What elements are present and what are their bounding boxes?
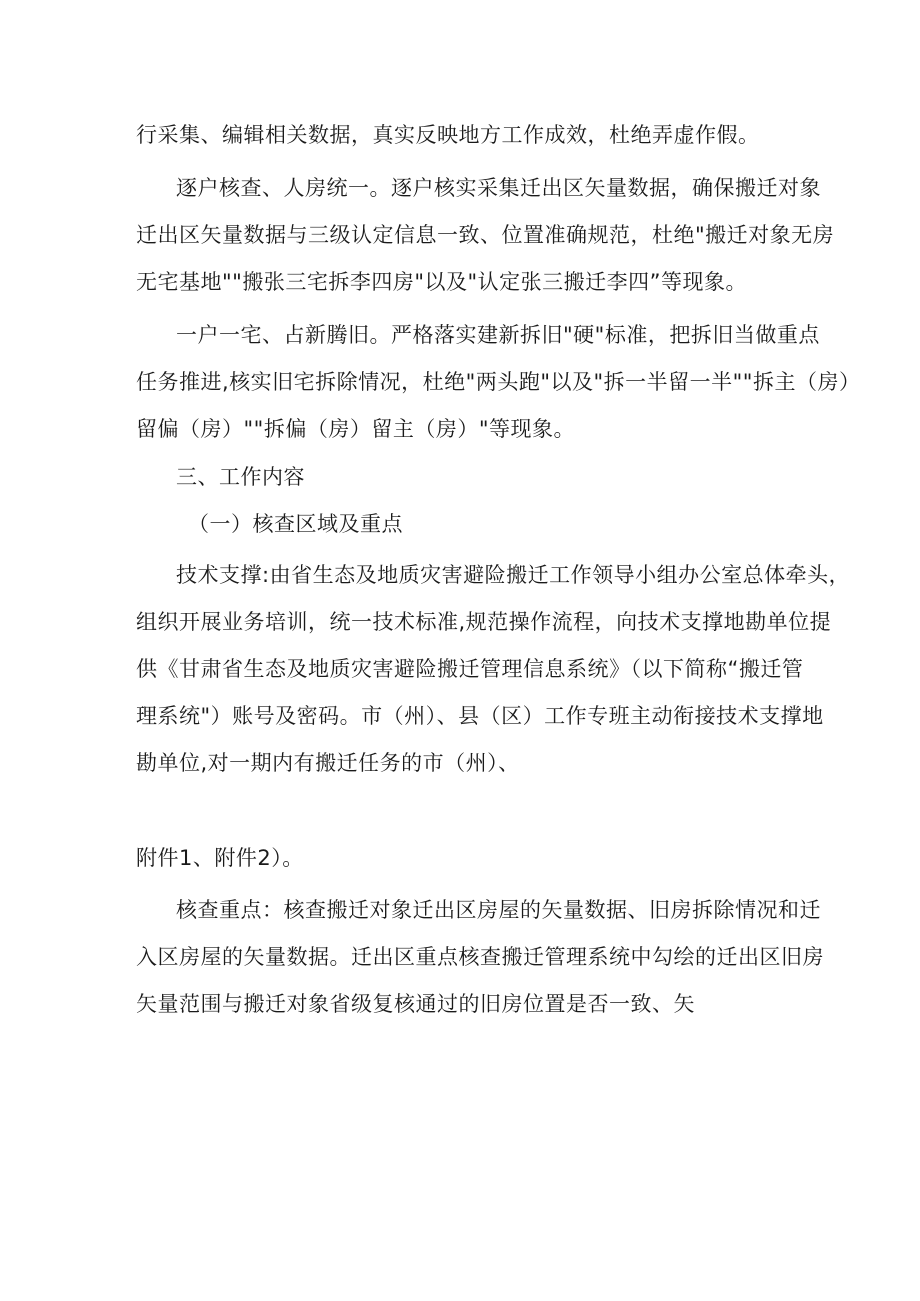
section-heading: 三、工作内容 — [176, 465, 305, 489]
subsection-heading: （一）核查区域及重点 — [188, 512, 403, 536]
paragraph-line: 核查重点：核查搬迁对象迁出区房屋的矢量数据、旧房拆除情况和迁 — [176, 898, 821, 922]
paragraph-line: 供《甘肃省生态及地质灾害避险搬迁管理信息系统》（以下简称“搬迁管 — [136, 657, 804, 681]
paragraph-line: 行采集、编辑相关数据，真实反映地方工作成效，杜绝弄虚作假。 — [136, 123, 760, 147]
paragraph-line: 矢量范围与搬迁对象省级复核通过的旧房位置是否一致、矢 — [136, 992, 695, 1016]
paragraph-line: 入区房屋的矢量数据。迁出区重点核查搬迁管理系统中勾绘的迁出区旧房 — [136, 945, 824, 969]
paragraph-line: 任务推进,核实旧宅拆除情况，杜绝"两头跑"以及"拆一半留一半""拆主（房） — [136, 370, 861, 394]
paragraph-line: 勘单位,对一期内有搬迁任务的市（州）、 — [136, 751, 520, 775]
paragraph-line: 理系统"）账号及密码。市（州）、县（区）工作专班主动衔接技术支撑地 — [136, 704, 824, 728]
paragraph-line: 组织开展业务培训，统一技术标准,规范操作流程，向技术支撑地勘单位提 — [136, 610, 832, 634]
paragraph-line: 一户一宅、占新腾旧。严格落实建新拆旧"硬"标准，把拆旧当做重点 — [176, 323, 820, 347]
paragraph-line: 留偏（房）""拆偏（房）留主（房）"等现象。 — [136, 417, 575, 441]
paragraph-line: 附件1、附件2）。 — [136, 846, 304, 870]
paragraph-line: 迁出区矢量数据与三级认定信息一致、位置准确规范，杜绝"搬迁对象无房 — [136, 223, 835, 247]
paragraph-line: 技术支撑:由省生态及地质灾害避险搬迁工作领导小组办公室总体牵头， — [176, 563, 851, 587]
paragraph-line: 无宅基地""搬张三宅拆李四房"以及"认定张三搬迁李四”等现象。 — [136, 270, 748, 294]
paragraph-line: 逐户核查、人房统一。逐户核实采集迁出区矢量数据，确保搬迁对象 — [176, 176, 821, 200]
